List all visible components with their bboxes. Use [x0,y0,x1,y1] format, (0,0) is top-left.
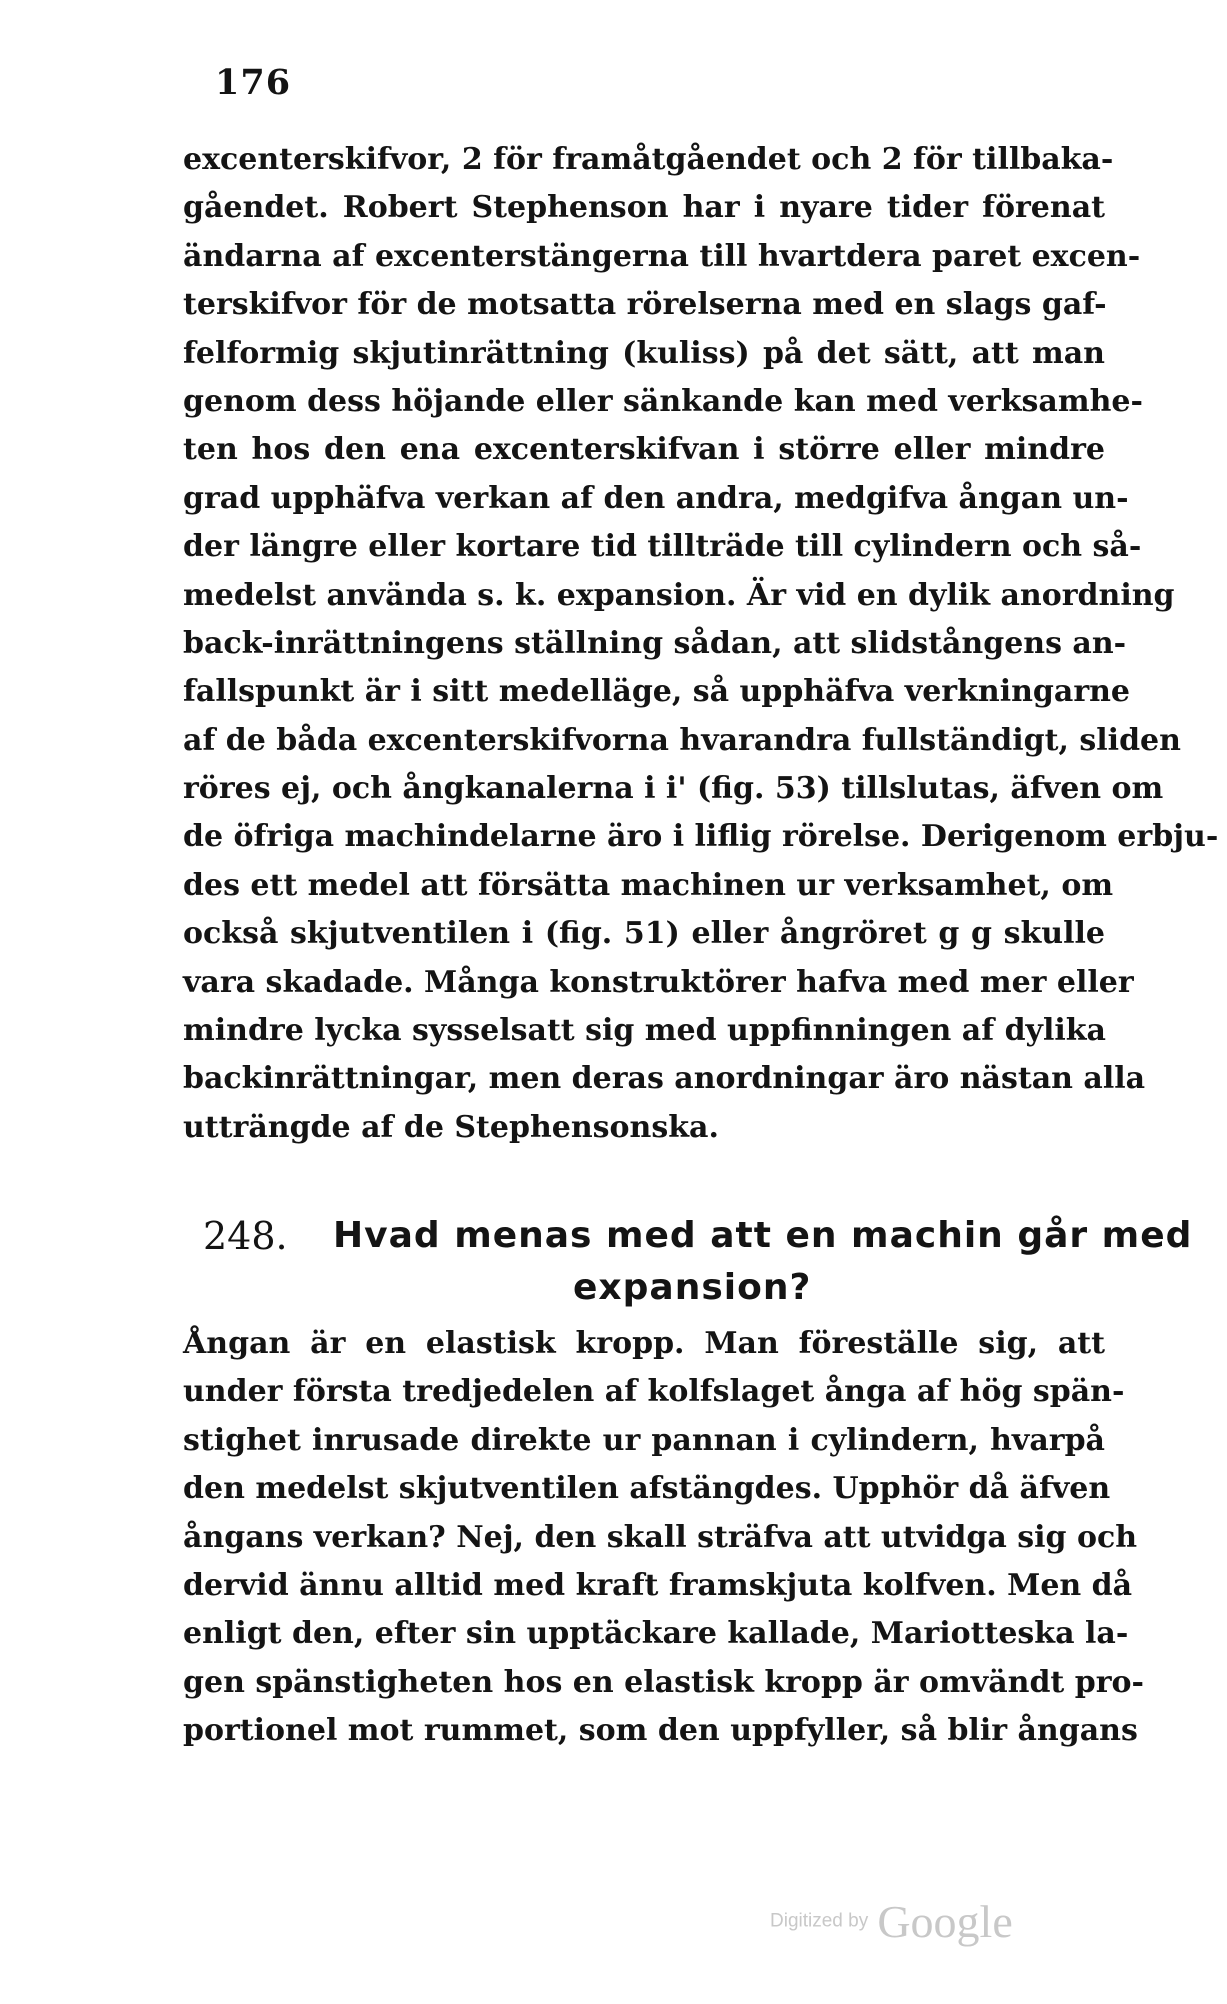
paragraph-1-line: medelst använda s. k. expansion. Är vid en dylik anordning [183,577,1175,613]
paragraph-1-line: der längre eller kortare tid tillträde till cylindern och så- [183,529,1142,565]
paragraph-1-line: genom dess höjande eller sänkande kan med verksamhe- [183,383,1143,419]
paragraph-1-line: excenterskifvor, 2 för framåtgåendet och 2 för tillbaka- [183,142,1114,177]
paragraph-1-line: af de båda excenterskifvorna hvarandra fullständigt, sliden [183,722,1181,758]
section-title-line-2: expansion? [573,1267,812,1308]
paragraph-2-line: den medelst skjutventilen afstängdes. Upphör då äfven [183,1471,1111,1507]
paragraph-1-line: röres ej, och ångkanalerna i i' (fig. 53) tillslutas, äfven om [183,771,1164,807]
paragraph-2-line: enligt den, efter sin upptäckare kallade, Mariotteska la- [183,1616,1129,1652]
paragraph-2-line: under första tredjedelen af kolfslaget ånga af hög spän- [183,1374,1125,1410]
paragraph-1-line: också skjutventilen i (fig. 51) eller ångröret g g skulle [183,916,1105,952]
paragraph-1-line: back-inrättningens ställning sådan, att slidstångens an- [183,625,1127,661]
paragraph-2-line: stighet inrusade direkte ur pannan i cylindern, hvarpå [183,1422,1105,1458]
paragraph-1-line: vara skadade. Många konstruktörer hafva med mer eller [183,964,1134,1000]
paragraph-2-line: gen spänstigheten hos en elastisk kropp är omvändt pro- [183,1664,1144,1700]
paragraph-1-line: backinrättningar, men deras anordningar äro nästan alla [183,1061,1146,1097]
paragraph-1-line: gåendet. Robert Stephenson har i nyare tider förenat [183,190,1105,226]
paragraph-2-line: dervid ännu alltid med kraft framskjuta kolfven. Men då [183,1567,1133,1603]
paragraph-1-line: de öfriga machindelarne äro i liflig rörelse. Derigenom erbju- [183,819,1219,855]
paragraph-1-line: felformig skjutinrättning (kuliss) på det sätt, att man [183,335,1105,371]
section-title-line-1: Hvad menas med att en machin går med [333,1215,1193,1256]
page-number: 176 [215,62,292,103]
paragraph-1-line: terskifvor för de motsatta rörelserna med en slags gaf- [183,287,1107,323]
paragraph-1-line: grad upphäfva verkan af den andra, medgifva ångan un- [183,480,1129,516]
paragraph-1 [183,136,1219,1152]
paragraph-1-line: ändarna af excenterstängerna till hvartdera paret excen- [183,238,1141,274]
paragraph-1-line: des ett medel att försätta machinen ur verksamhet, om [183,867,1114,903]
paragraph-1-line: mindre lycka sysselsatt sig med uppfinningen af dylika [183,1013,1106,1049]
section-number: 248. [203,1214,288,1258]
paragraph-1-line: ten hos den ena excenterskifvan i större eller mindre [183,432,1105,468]
paragraph-1-line: utträngde af de Stephensonska. [183,1109,719,1145]
paragraph-2 [183,1320,1144,1756]
digitized-watermark [770,1895,1013,1948]
paragraph-2-line: portionel mot rummet, som den uppfyller, så blir ångans [183,1713,1138,1749]
paragraph-2-line: ångans verkan? Nej, den skall sträfva att utvidga sig och [183,1519,1138,1555]
watermark-prefix: Digitized by [770,1910,869,1932]
paragraph-2-line: Ångan är en elastisk kropp. Man föreställe sig, att [183,1326,1105,1361]
google-logo: Google [877,1896,1013,1947]
paragraph-1-line: fallspunkt är i sitt medelläge, så upphäfva verkningarne [183,674,1131,710]
